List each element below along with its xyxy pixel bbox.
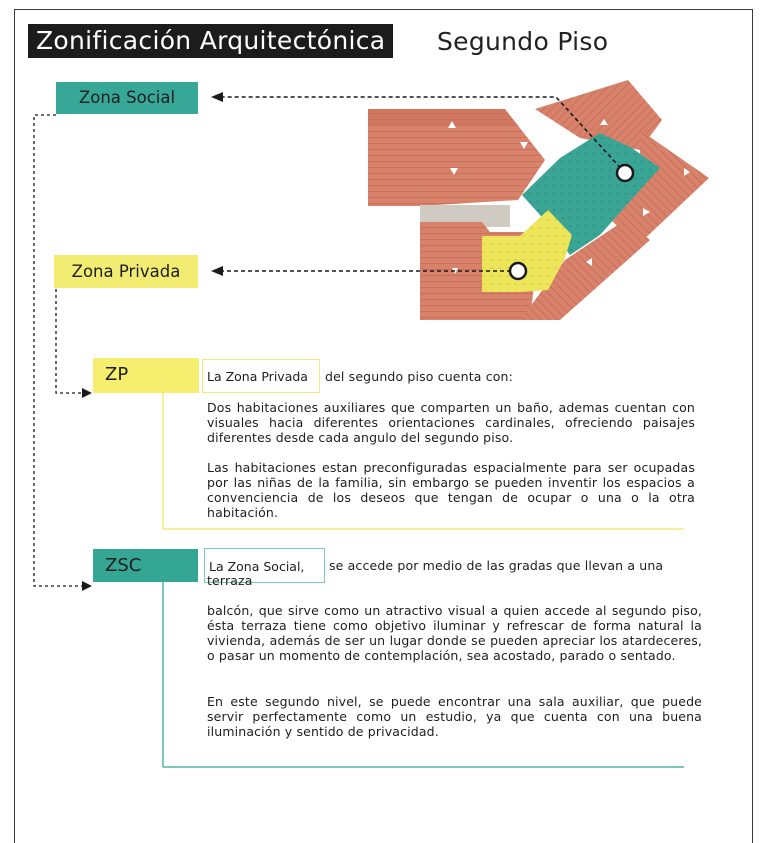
zp-paragraph-2: Las habitaciones estan preconfiguradas espacialmente para ser ocupadas por las niñas de la familia, sin embargo se pueden inventir los espacios a convenciencia de los deseos que tengan de ocupar o una o la otra habitación. <box>207 460 695 520</box>
zona-social-tag: Zona Social <box>56 82 198 114</box>
connector-social-zsc <box>34 115 92 591</box>
zsc-label: La Zona Social, <box>204 548 325 583</box>
zp-code-tag: ZP <box>93 358 199 393</box>
floor-plan-image <box>368 80 709 320</box>
zp-intro: del segundo piso cuenta con: <box>325 369 513 384</box>
page-subtitle: Segundo Piso <box>437 27 609 56</box>
zsc-code-tag: ZSC <box>93 549 198 582</box>
zsc-intro: se accede por medio de las gradas que llevan a una <box>329 558 664 573</box>
zsc-paragraph-1: balcón, que sirve como un atractivo visual a quien accede al segundo piso, ésta terraza tiene como objetivo iluminar y refrescar de forma natural la vivienda, además de ser un lugar donde se pueden apreciar los atardeceres, o pasar un momento de contemplación, sea acostado, parado o sentado. <box>207 603 702 663</box>
zona-privada-tag: Zona Privada <box>54 255 198 288</box>
page-title: Zonificación Arquitectónica <box>28 24 393 58</box>
connector-privada-zp <box>56 289 92 398</box>
roof-left-ridge <box>368 109 518 126</box>
zsc-intro-continuation: terraza <box>207 573 253 588</box>
zsc-paragraph-2: En este segundo nivel, se puede encontrar una sala auxiliar, que puede servir perfectamente como un estudio, ya que cuenta con una buena iluminación y sentido de privacidad. <box>207 694 702 739</box>
zp-paragraph-1: Dos habitaciones auxiliares que comparten un baño, ademas cuentan con visuales hacia diferentes orientaciones cardinales, ofreciendo paisajes diferentes desde cada angulo del segundo piso. <box>207 400 695 445</box>
zp-label: La Zona Privada <box>202 359 320 393</box>
